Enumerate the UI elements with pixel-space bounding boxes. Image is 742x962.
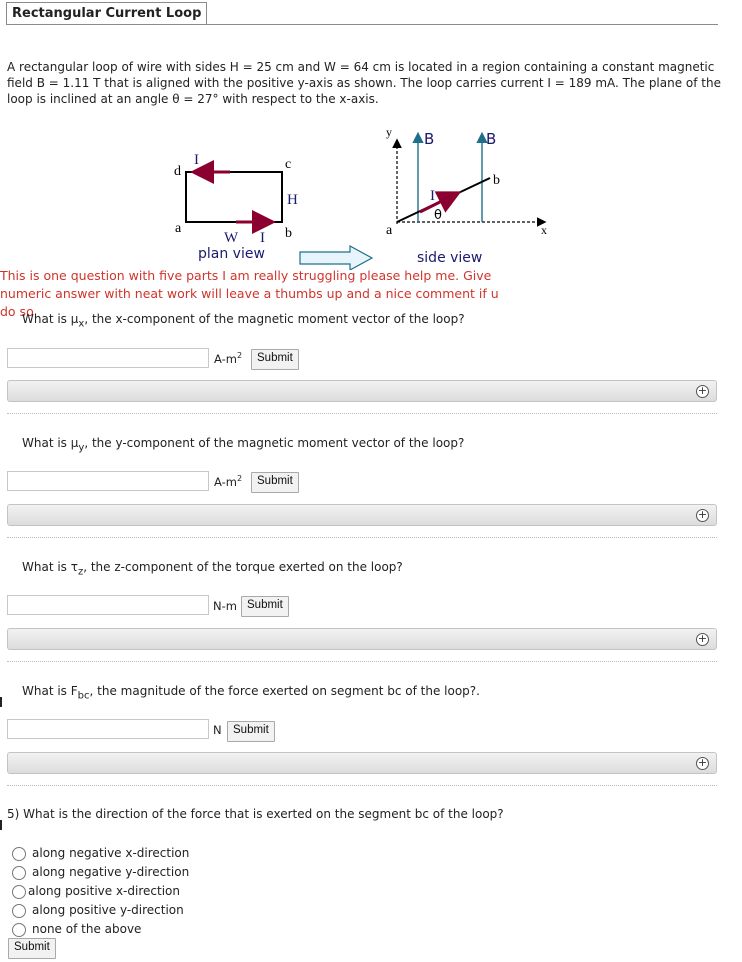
option-positive-x[interactable]: along positive x-direction bbox=[12, 882, 180, 900]
label-a-side: a bbox=[386, 223, 393, 238]
diagram bbox=[0, 130, 742, 270]
label-I-bottom: I bbox=[260, 230, 265, 246]
hint-bar-4[interactable] bbox=[7, 752, 717, 774]
plan-view-label: plan view bbox=[198, 246, 265, 262]
question-3-text: What is $\tau_z$, the z-component of the torque exerted on the loop? bbox=[22, 560, 403, 578]
problem-statement: A rectangular loop of wire with sides H = 25 cm and W = 64 cm is located in a region containing a constant magnetic field B = 1.11 T that is aligned with the positive y-axis as shown. The loop carries current I = 189 mA. The plane of the loop is inclined at an angle θ = 27° with respect to the x-axis. bbox=[7, 60, 721, 106]
expand-plus-icon[interactable]: + bbox=[697, 632, 708, 645]
page-title: Rectangular Current Loop bbox=[6, 2, 207, 25]
option-none[interactable]: none of the above bbox=[12, 920, 141, 938]
hint-bar-2[interactable] bbox=[7, 504, 717, 526]
label-H: H bbox=[287, 192, 298, 208]
unit-label-1: $A-m^2$ bbox=[214, 351, 243, 366]
label-I-side: I bbox=[430, 188, 435, 204]
label-W: W bbox=[224, 230, 239, 246]
unit-label-4: N bbox=[213, 723, 222, 737]
submit-button-1[interactable]: Submit bbox=[251, 349, 299, 370]
label-x: x bbox=[541, 223, 547, 237]
separator bbox=[7, 537, 717, 538]
question-4-text: What is $F_{bc}$, the magnitude of the force exerted on segment bc of the loop?. bbox=[22, 684, 480, 702]
radio-button[interactable] bbox=[12, 866, 26, 880]
expand-plus-icon[interactable]: + bbox=[697, 508, 708, 521]
option-negative-y[interactable]: along negative y-direction bbox=[12, 863, 189, 881]
answer-input-3[interactable] bbox=[7, 595, 209, 615]
label-b-side: b bbox=[493, 173, 500, 188]
question-5-text: 5) What is the direction of the force that is exerted on the segment bc of the loop? bbox=[7, 807, 504, 821]
label-I-top: I bbox=[194, 152, 199, 168]
separator bbox=[7, 785, 717, 786]
radio-button[interactable] bbox=[12, 885, 26, 899]
submit-button-2[interactable]: Submit bbox=[251, 472, 299, 493]
expand-plus-icon[interactable]: + bbox=[697, 756, 708, 769]
question-1-text: What is $\mu_x$, the x-component of the magnetic moment vector of the loop? bbox=[22, 312, 465, 330]
label-a: a bbox=[175, 221, 182, 236]
label-theta: θ bbox=[434, 208, 442, 223]
expand-plus-icon[interactable]: + bbox=[697, 384, 708, 397]
radio-button[interactable] bbox=[12, 923, 26, 937]
left-edge-marker bbox=[0, 820, 2, 830]
submit-button-5[interactable]: Submit bbox=[8, 938, 56, 959]
user-note: This is one question with five parts I am really struggling please help me. Give numeric answer with neat work will leave a thumbs up and a nice comment if u do so bbox=[0, 268, 499, 319]
option-negative-x[interactable]: along negative x-direction bbox=[12, 844, 189, 862]
label-b: b bbox=[285, 226, 292, 241]
radio-button[interactable] bbox=[12, 904, 26, 918]
plan-loop bbox=[186, 172, 282, 222]
label-B-1: B bbox=[424, 130, 435, 148]
option-positive-y[interactable]: along positive y-direction bbox=[12, 901, 184, 919]
question-2-text: What is $\mu_y$, the y-component of the magnetic moment vector of the loop? bbox=[22, 436, 465, 454]
answer-input-4[interactable] bbox=[7, 719, 209, 739]
label-y: y bbox=[386, 130, 392, 139]
separator bbox=[7, 413, 717, 414]
title-divider bbox=[6, 24, 718, 25]
answer-input-2[interactable] bbox=[7, 471, 209, 491]
side-view-label: side view bbox=[417, 250, 483, 266]
left-edge-marker bbox=[0, 697, 2, 707]
label-d: d bbox=[174, 164, 181, 179]
submit-button-3[interactable]: Submit bbox=[241, 596, 289, 617]
label-c: c bbox=[285, 157, 292, 172]
answer-input-1[interactable] bbox=[7, 348, 209, 368]
label-B-2: B bbox=[486, 130, 497, 148]
unit-label-2: $A-m^2$ bbox=[214, 474, 243, 489]
submit-button-4[interactable]: Submit bbox=[227, 721, 275, 742]
hint-bar-1[interactable] bbox=[7, 380, 717, 402]
hint-bar-3[interactable] bbox=[7, 628, 717, 650]
radio-button[interactable] bbox=[12, 847, 26, 861]
unit-label-3: N-m bbox=[213, 599, 237, 613]
separator bbox=[7, 661, 717, 662]
